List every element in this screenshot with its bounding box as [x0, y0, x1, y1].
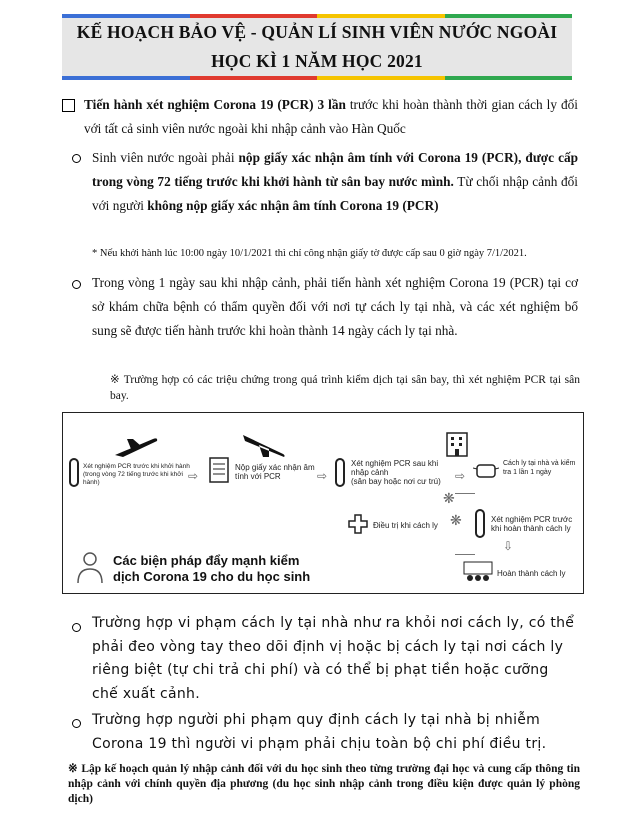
circle-bullet: [72, 623, 81, 632]
mask-icon: [473, 463, 499, 479]
caption-line-1: Các biện pháp đẩy mạnh kiểm: [113, 553, 300, 568]
test-tube-icon: [473, 509, 487, 539]
circle-bullet: [72, 280, 81, 289]
bullet-1-part-2: nộp giấy xác nhận âm tính với Corona 19 (PCR), được cấp trong vòng 72 tiếng trước khi khởi hành từ sân bay nước mình.: [92, 150, 579, 189]
airplane-takeoff-icon: [113, 433, 159, 459]
bullet-1-part-4: không nộp giấy xác nhận âm tính Corona 19 (PCR): [147, 198, 439, 213]
virus-icon: ❋: [450, 513, 462, 529]
step-3-label: [351, 459, 451, 486]
bullet-3-text: Trường hợp vi phạm cách ly tại nhà như ra khỏi nơi cách ly, có thể phải đeo vòng tay theo dõi định vị hoặc bị cách ly tại nơi cách ly riêng biệt (tự chi trả chi phí) và có thể bị phạt tiền hoặc cưỡng chế xuất cảnh.: [92, 615, 575, 702]
title-banner: [62, 14, 572, 80]
circle-bullet: [72, 719, 81, 728]
step-7-label: Hoàn thành cách ly: [497, 569, 566, 578]
section-1-bold: Tiến hành xét nghiệm Corona 19 (PCR) 3 lần: [84, 97, 346, 112]
reference-note: * Nếu khởi hành lúc 10:00 ngày 10/1/2021 thì chỉ công nhận giấy tờ được cấp sau 0 giờ ngày 7/1/2021.: [92, 248, 527, 259]
bullet-4-text: Trường hợp người phi phạm quy định cách ly tại nhà bị nhiễm Corona 19 thì người vi phạm phải chịu toàn bộ chi phí điều trị.: [92, 712, 547, 752]
building-icon: [445, 431, 469, 457]
step-2-label: Nộp giấy xác nhận âm tính với PCR: [235, 463, 315, 481]
caption-line-2: dịch Corona 19 cho du học sinh: [113, 569, 311, 584]
step-5-label: Điều trị khi cách ly: [373, 521, 438, 530]
process-diagram: [62, 412, 584, 594]
title-top-bar: [62, 14, 572, 18]
person-icon: [75, 551, 105, 585]
arrow-right-icon: ⇨: [455, 469, 466, 483]
arrow-right-icon: ⇨: [188, 469, 199, 483]
medical-cross-icon: [347, 513, 369, 535]
step-3-sub: (sân bay hoặc nơi cư trú): [351, 477, 441, 486]
bullet-1-part-1: Sinh viên nước ngoài phải: [92, 150, 239, 165]
airplane-landing-icon: [241, 431, 287, 459]
step-1-label: Xét nghiệm PCR trước khi khởi hành (trong vòng 72 tiếng trước khi khởi hành): [83, 463, 190, 486]
management-note: ※ Lập kế hoạch quản lý nhập cảnh đối với du học sinh theo từng trường đại học và cung cấp thông tin nhập cảnh với chính quyền địa phương (du học sinh nhập cảnh trong điều kiện được quản lý phòng dịch): [68, 763, 580, 805]
test-tube-icon: [333, 458, 347, 488]
bullet-1-text: [92, 146, 578, 218]
arrow-down-icon: ⇩: [503, 539, 514, 553]
test-tube-icon: [67, 458, 81, 488]
bullet-1-part-3: Từ chối nhập cảnh đối với người: [92, 174, 578, 213]
group-icon: [463, 561, 493, 585]
title-line-2: HỌC KÌ 1 NĂM HỌC 2021: [211, 51, 423, 71]
section-1-text: [84, 93, 578, 141]
airport-note: ※ Trường hợp có các triệu chứng trong quá trình kiểm dịch tại sân bay, thì xét nghiệm PCR tại sân bay.: [110, 374, 580, 402]
circle-bullet: [72, 154, 81, 163]
title-bottom-bar: [62, 76, 572, 80]
checkbox-bullet: [62, 99, 75, 112]
section-1-rest: trước khi hoàn thành thời gian cách ly đối với tất cả sinh viên nước ngoài khi nhập cảnh vào Hàn Quốc: [84, 97, 578, 136]
title-line-1: KẾ HOẠCH BẢO VỆ - QUẢN LÍ SINH VIÊN NƯỚC NGOÀI: [76, 22, 558, 42]
arrow-right-icon: ⇨: [317, 469, 328, 483]
document-icon: [209, 457, 229, 483]
bullet-2-text: Trong vòng 1 ngày sau khi nhập cảnh, phải tiến hành xét nghiệm Corona 19 (PCR) tại cơ sở khám chữa bệnh có thẩm quyền đối với nơi tự cách ly tại nhà, và các xét nghiệm bổ sung sẽ được tiến hành trước khi hoàn thành 14 ngày cách ly tại nhà.: [92, 275, 578, 338]
step-3-main: Xét nghiệm PCR sau khi nhập cảnh: [351, 459, 439, 477]
step-4-label: Cách ly tại nhà và kiểm tra 1 lần 1 ngày: [503, 460, 576, 476]
virus-icon: ❋: [443, 491, 455, 507]
diagram-caption: [113, 553, 310, 585]
step-6-label: Xét nghiệm PCR trước khi hoàn thành cách ly: [491, 515, 573, 533]
